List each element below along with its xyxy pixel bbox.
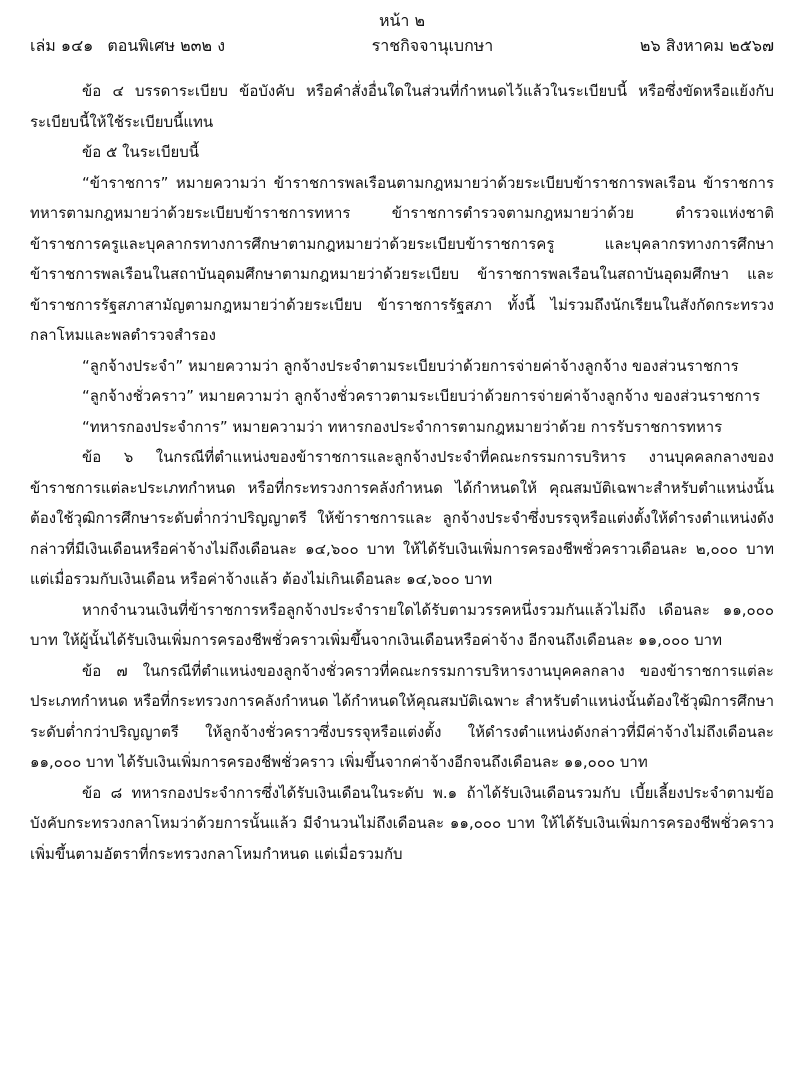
definition-civil-servant: “ข้าราชการ” หมายความว่า ข้าราชการพลเรือนตามกฎหมายว่าด้วยระเบียบข้าราชการพลเรือน ข้าราชการทหารตามกฎหมายว่าด้วยระเบียบข้าราชการทหาร ข้าราชการตำรวจตามกฎหมายว่าด้วย ตำรวจแห่งชาติ ข้าราชการครูและบุคลากรทางการศึกษาตามกฎหมายว่าด้วยระเบียบข้าราชการครู และบุคลากรทางการศึกษา ข้าราชการพลเรือนในสถาบันอุดมศึกษาตามกฎหมายว่าด้วยระเบียบ ข้าราชการพลเรือนในสถาบันอุดมศึกษา และข้าราชการรัฐสภาสามัญตามกฎหมายว่าด้วยระเบียบ ข้าราชการรัฐสภา ทั้งนี้ ไม่รวมถึงนักเรียนในสังกัดกระทรวงกลาโหมและพลตำรวจสำรอง (30, 173, 774, 344)
definition-conscript: “ทหารกองประจำการ” หมายความว่า ทหารกองประจำการตามกฎหมายว่าด้วย การรับราชการทหาร (82, 417, 723, 436)
paragraph-clause-7: ข้อ ๗ ในกรณีที่ตำแหน่งของลูกจ้างชั่วคราวที่คณะกรรมการบริหารงานบุคคลกลาง ของข้าราชการแต่ละประเภทกำหนด หรือที่กระทรวงการคลังกำหนด ได้กำหนดให้คุณสมบัติเฉพาะ สำหรับตำแหน่งนั้นต้องใช้วุฒิการศึกษาระดับต่ำกว่าปริญญาตรี ให้ลูกจ้างชั่วคราวซึ่งบรรจุหรือแต่งตั้ง ให้ดำรงตำแหน่งดังกล่าวที่มีค่าจ้างไม่ถึงเดือนละ ๑๑,๐๐๐ บาท ได้รับเงินเพิ่มการครองชีพชั่วคราว เพิ่มขึ้นจากค่าจ้างอีกจนถึงเดือนละ ๑๑,๐๐๐ บาท (30, 661, 774, 771)
paragraph-clause-5: ข้อ ๕ ในระเบียบนี้ (82, 143, 200, 161)
gazette-name: ราชกิจจานุเบกษา (371, 36, 494, 55)
definition-permanent-employee: “ลูกจ้างประจำ” หมายความว่า ลูกจ้างประจำตามระเบียบว่าด้วยการจ่ายค่าจ้างลูกจ้าง ของส่วนราชการ (82, 356, 739, 375)
publication-date: ๒๖ สิงหาคม ๒๕๖๗ (639, 36, 774, 55)
page-number: หน้า ๒ (378, 11, 426, 30)
paragraph-clause-6-second: หากจำนวนเงินที่ข้าราชการหรือลูกจ้างประจำรายใดได้รับตามวรรคหนึ่งรวมกันแล้วไม่ถึง เดือนละ ๑๑,๐๐๐ บาท ให้ผู้นั้นได้รับเงินเพิ่มการครองชีพชั่วคราวเพิ่มขึ้นจากเงินเดือนหรือค่าจ้าง อีกจนถึงเดือนละ ๑๑,๐๐๐ บาท (30, 600, 774, 649)
gazette-header (30, 34, 774, 58)
issue-info (30, 34, 225, 58)
definition-temporary-employee: “ลูกจ้างชั่วคราว” หมายความว่า ลูกจ้างชั่วคราวตามระเบียบว่าด้วยการจ่ายค่าจ้างลูกจ้าง ของส่วนราชการ (82, 387, 761, 405)
issue-number: ตอนพิเศษ ๒๓๒ ง (107, 36, 225, 55)
volume-number: เล่ม ๑๔๑ (30, 36, 94, 55)
paragraph-clause-8: ข้อ ๘ ทหารกองประจำการซึ่งได้รับเงินเดือนในระดับ พ.๑ ถ้าได้รับเงินเดือนรวมกับ เบี้ยเลี้ยงประจำตามข้อบังคับกระทรวงกลาโหมว่าด้วยการนั้นแล้ว มีจำนวนไม่ถึงเดือนละ ๑๑,๐๐๐ บาท ให้ได้รับเงินเพิ่มการครองชีพชั่วคราวเพิ่มขึ้นตามอัตราที่กระทรวงกลาโหมกำหนด แต่เมื่อรวมกับ (30, 783, 774, 863)
document-body (30, 76, 774, 869)
paragraph-clause-4: ข้อ ๔ บรรดาระเบียบ ข้อบังคับ หรือคำสั่งอื่นใดในส่วนที่กำหนดไว้แล้วในระเบียบนี้ หรือซึ่งขัดหรือแย้งกับระเบียบนี้ให้ใช้ระเบียบนี้แทน (30, 82, 774, 131)
paragraph-clause-6: ข้อ ๖ ในกรณีที่ตำแหน่งของข้าราชการและลูกจ้างประจำที่คณะกรรมการบริหาร งานบุคคลกลางของข้าราชการแต่ละประเภทกำหนด หรือที่กระทรวงการคลังกำหนด ได้กำหนดให้ คุณสมบัติเฉพาะสำหรับตำแหน่งนั้นต้องใช้วุฒิการศึกษาระดับต่ำกว่าปริญญาตรี ให้ข้าราชการและ ลูกจ้างประจำซึ่งบรรจุหรือแต่งตั้งให้ดำรงตำแหน่งดังกล่าวที่มีเงินเดือนหรือค่าจ้างไม่ถึงเดือนละ ๑๔,๖๐๐ บาท ให้ได้รับเงินเพิ่มการครองชีพชั่วคราวเดือนละ ๒,๐๐๐ บาท แต่เมื่อรวมกับเงินเดือน หรือค่าจ้างแล้ว ต้องไม่เกินเดือนละ ๑๔,๖๐๐ บาท (30, 448, 774, 588)
